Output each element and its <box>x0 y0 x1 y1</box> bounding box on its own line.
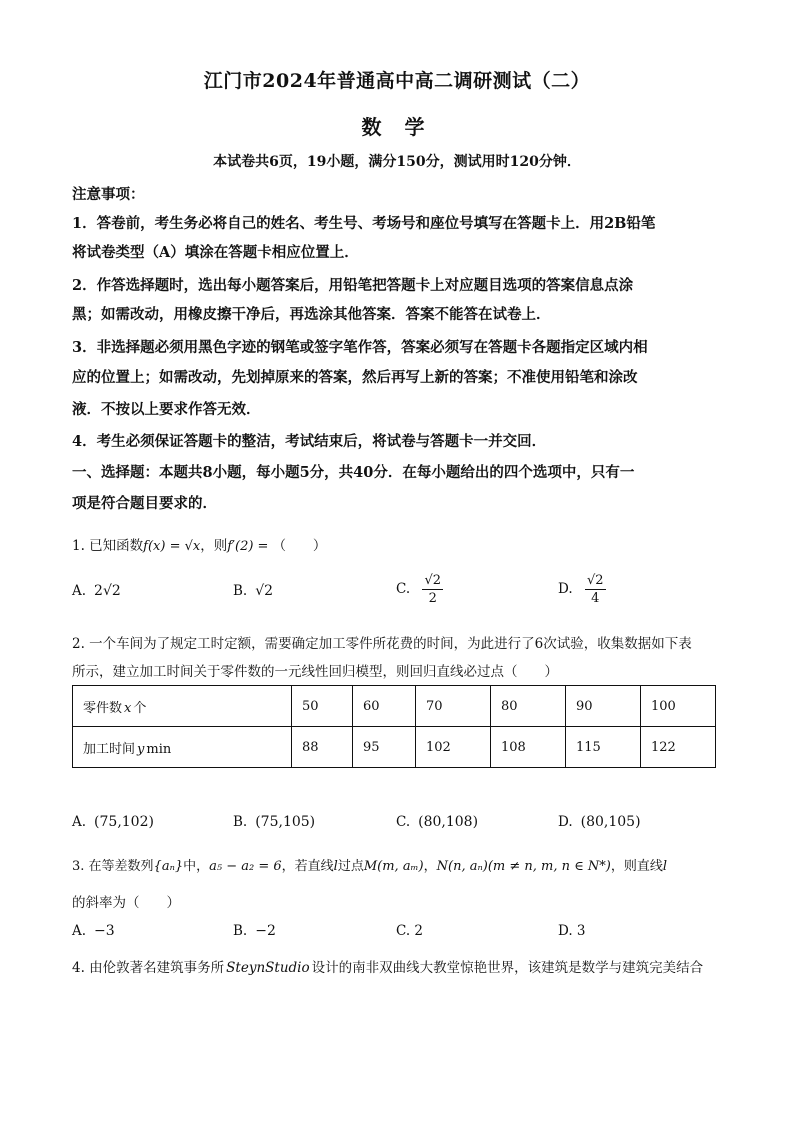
q1-derivative: f′(2) = <box>227 539 269 554</box>
q3-prefix: 3. 在等差数列 <box>72 859 154 874</box>
table-cell: 80 <box>491 686 566 727</box>
q1-function: f(x) = √x <box>143 539 201 554</box>
q1-option-a <box>72 583 121 599</box>
option-label: C. 2 <box>396 923 424 939</box>
note-line-7: 液．不按以上要求作答无效． <box>72 401 261 418</box>
q3-point-m: M(m, aₘ) <box>363 859 424 874</box>
table-cell: 108 <box>491 727 566 768</box>
table-cell: 88 <box>292 727 353 768</box>
row-label: 零件数 <box>83 700 123 716</box>
q3-point-n: N(n, aₙ)(m ≠ n, m, n ∈ N*) <box>436 859 611 874</box>
option-value: (75,102) <box>94 814 154 830</box>
row-variable: x <box>124 700 132 716</box>
option-label: B. <box>233 583 248 599</box>
q3-text: ，则直线 <box>610 859 663 874</box>
table-row <box>73 727 716 768</box>
option-label: D. <box>558 814 573 830</box>
option-label: A. <box>72 923 87 939</box>
q1-prefix: 1. 已知函数 <box>72 538 144 554</box>
table-cell: 115 <box>566 727 641 768</box>
question-1 <box>72 534 326 554</box>
table-cell: 70 <box>416 686 491 727</box>
option-value: √2 <box>255 583 274 599</box>
table-cell: 50 <box>292 686 353 727</box>
option-value: −3 <box>94 923 115 939</box>
option-value: 2√2 <box>94 583 121 599</box>
q3-line-var: l <box>333 859 338 874</box>
q2-option-c <box>396 814 478 830</box>
q3-option-c <box>396 923 423 939</box>
note-line-5: 3．非选择题必须用黑色字迹的钢笔或签字笔作答，答案必须写在答题卡各题指定区域内相 <box>72 339 648 356</box>
exam-info: 本试卷共6页，19小题，满分150分，测试用时120分钟． <box>213 154 581 170</box>
table-cell: 122 <box>641 727 716 768</box>
section-heading-line-2: 项是符合题目要求的． <box>72 495 217 512</box>
note-line-4: 黑；如需改动，用橡皮擦干净后，再选涂其他答案．答案不能答在试卷上． <box>72 306 551 323</box>
option-label: A. <box>72 814 87 830</box>
section-heading-line-1: 一、选择题：本题共8小题，每小题5分，共40分．在每小题给出的四个选项中，只有一 <box>72 464 635 481</box>
table-row-header <box>73 686 292 727</box>
option-label: D. 3 <box>558 923 586 939</box>
q3-option-a <box>72 923 115 939</box>
row-unit: 个 <box>133 700 147 716</box>
option-label: B. <box>233 814 248 830</box>
table-cell: 95 <box>353 727 416 768</box>
q3-text: ， <box>423 859 437 874</box>
table-cell: 90 <box>566 686 641 727</box>
q2-option-a <box>72 814 154 830</box>
note-line-1: 1．答卷前，考生务必将自己的姓名、考生号、考场号和座位号填写在答题卡上．用2B铅笔 <box>72 215 656 232</box>
table-row-header <box>73 727 292 768</box>
fraction-denominator: 2 <box>428 591 437 606</box>
q3-line-var: l <box>662 859 667 874</box>
fraction <box>585 572 606 607</box>
option-label: C. <box>396 581 411 597</box>
option-label: B. <box>233 923 248 939</box>
subject-heading: 数 学 <box>361 115 433 139</box>
question-4 <box>72 956 703 976</box>
q1-option-d <box>558 572 606 607</box>
fraction-numerator: √2 <box>424 573 441 588</box>
q3-sequence: {aₙ} <box>153 859 184 874</box>
note-line-2: 将试卷类型（A）填涂在答题卡相应位置上． <box>72 244 359 261</box>
note-line-6: 应的位置上；如需改动，先划掉原来的答案，然后再写上新的答案；不准使用铅笔和涂改 <box>72 369 638 386</box>
option-label: A. <box>72 583 87 599</box>
row-unit: min <box>146 741 172 757</box>
q4-prefix: 4. 由伦敦著名建筑事务所 <box>72 960 225 976</box>
q3-line-2: 的斜率为（ ） <box>72 895 180 911</box>
data-table <box>72 685 716 768</box>
option-value: −2 <box>255 923 276 939</box>
q3-text: ，若直线 <box>281 859 334 874</box>
q3-text: 过点 <box>337 859 364 874</box>
option-value: (80,108) <box>418 814 479 830</box>
option-value: (80,105) <box>580 814 641 830</box>
fraction-denominator: 4 <box>591 591 600 606</box>
row-label: 加工时间 <box>83 741 136 757</box>
q3-text: 中， <box>183 859 210 874</box>
fraction-numerator: √2 <box>586 573 604 588</box>
notes-heading: 注意事项： <box>72 186 145 203</box>
q4-studio-name: SteynStudio <box>226 960 310 976</box>
q1-blank: （ ） <box>272 538 327 554</box>
option-label: D. <box>558 581 573 597</box>
question-3 <box>72 855 667 874</box>
q1-option-b <box>233 583 273 599</box>
q3-condition: a₅ − a₂ = 6 <box>209 859 282 874</box>
q1-mid: ，则 <box>200 538 228 554</box>
q4-suffix: 设计的南非双曲线大教堂惊艳世界，该建筑是数学与建筑完美结合 <box>311 960 704 976</box>
fraction <box>422 572 443 607</box>
row-variable: y <box>137 741 145 757</box>
option-label: C. <box>396 814 411 830</box>
q3-option-b <box>233 923 276 939</box>
note-line-8: 4．考生必须保证答题卡的整洁，考试结束后，将试卷与答题卡一并交回． <box>72 433 547 450</box>
q1-option-c <box>396 572 443 607</box>
table-row <box>73 686 716 727</box>
table-cell: 102 <box>416 727 491 768</box>
q3-option-d <box>558 923 586 939</box>
page-title: 江门市2024年普通高中高二调研测试（二） <box>203 70 591 92</box>
option-value: (75,105) <box>255 814 316 830</box>
q2-option-b <box>233 814 315 830</box>
q2-option-d <box>558 814 641 830</box>
table-cell: 100 <box>641 686 716 727</box>
note-line-3: 2．作答选择题时，选出每小题答案后，用铅笔把答题卡上对应题目选项的答案信息点涂 <box>72 277 634 294</box>
table-cell: 60 <box>353 686 416 727</box>
q2-line-1: 2. 一个车间为了规定工时定额，需要确定加工零件所花费的时间，为此进行了6次试验，收集数据如下表 <box>72 636 692 652</box>
q2-line-2: 所示，建立加工时间关于零件数的一元线性回归模型，则回归直线必过点（ ） <box>72 664 558 680</box>
